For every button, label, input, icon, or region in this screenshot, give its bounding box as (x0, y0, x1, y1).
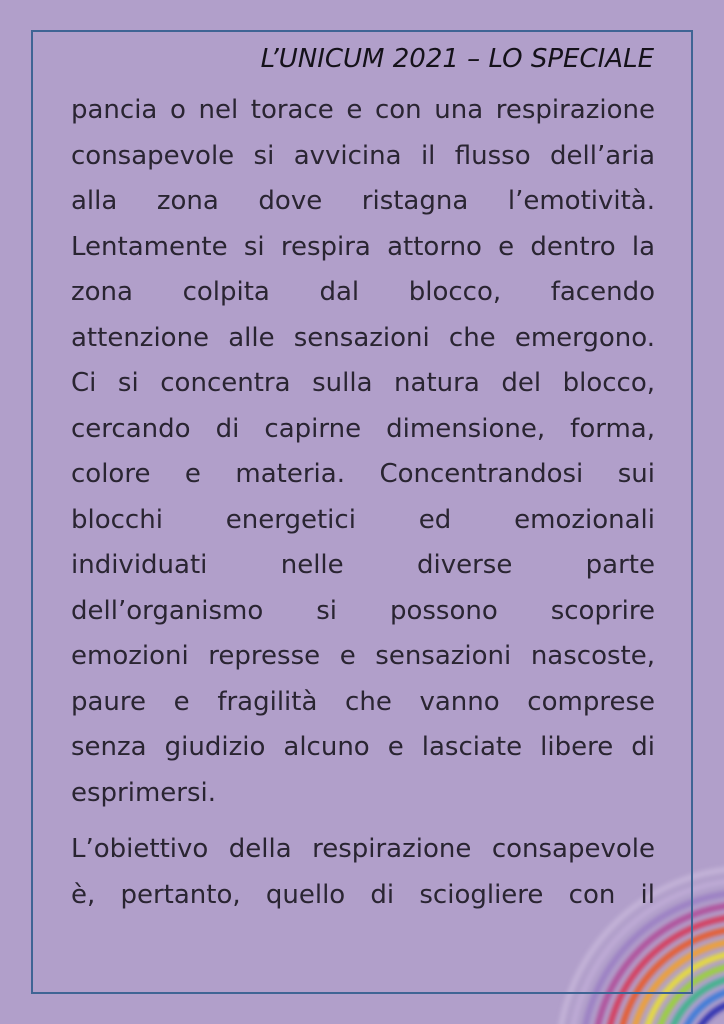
text-line: consapevole si avvicina il flusso dell’aria (71, 140, 655, 171)
text-line: è, pertanto, quello di sciogliere con il (71, 879, 655, 910)
text-line: alla zona dove ristagna l’emotività. (71, 186, 655, 216)
text-line: individuati nelle diverse parte (71, 550, 655, 580)
paragraph-2 (71, 827, 655, 918)
text-line: esprimersi. (71, 777, 217, 808)
text-line: blocchi energetici ed emozionali (71, 504, 655, 535)
text-line: zona colpita dal blocco, facendo (71, 277, 655, 307)
paragraph-1 (71, 88, 655, 816)
text-line: cercando di capirne dimensione, forma, (71, 413, 655, 444)
page-header-title: L’UNICUM 2021 – LO SPECIALE (260, 44, 654, 74)
text-line: pancia o nel torace e con una respirazione (71, 95, 655, 125)
text-line: attenzione alle sensazioni che emergono. (71, 322, 655, 353)
text-line: Ci si concentra sulla natura del blocco, (71, 368, 655, 398)
text-line: Lentamente si respira attorno e dentro la (71, 231, 655, 262)
text-line: paure e fragilità che vanno comprese (71, 686, 655, 717)
text-line: senza giudizio alcuno e lasciate libere di (71, 732, 655, 762)
text-line: L’obiettivo della respirazione consapevole (71, 834, 655, 864)
text-line: emozioni represse e sensazioni nascoste, (71, 641, 655, 671)
article-body (71, 88, 655, 918)
text-line: colore e materia. Concentrandosi sui (71, 459, 655, 489)
text-line: dell’organismo si possono scoprire (71, 595, 655, 626)
